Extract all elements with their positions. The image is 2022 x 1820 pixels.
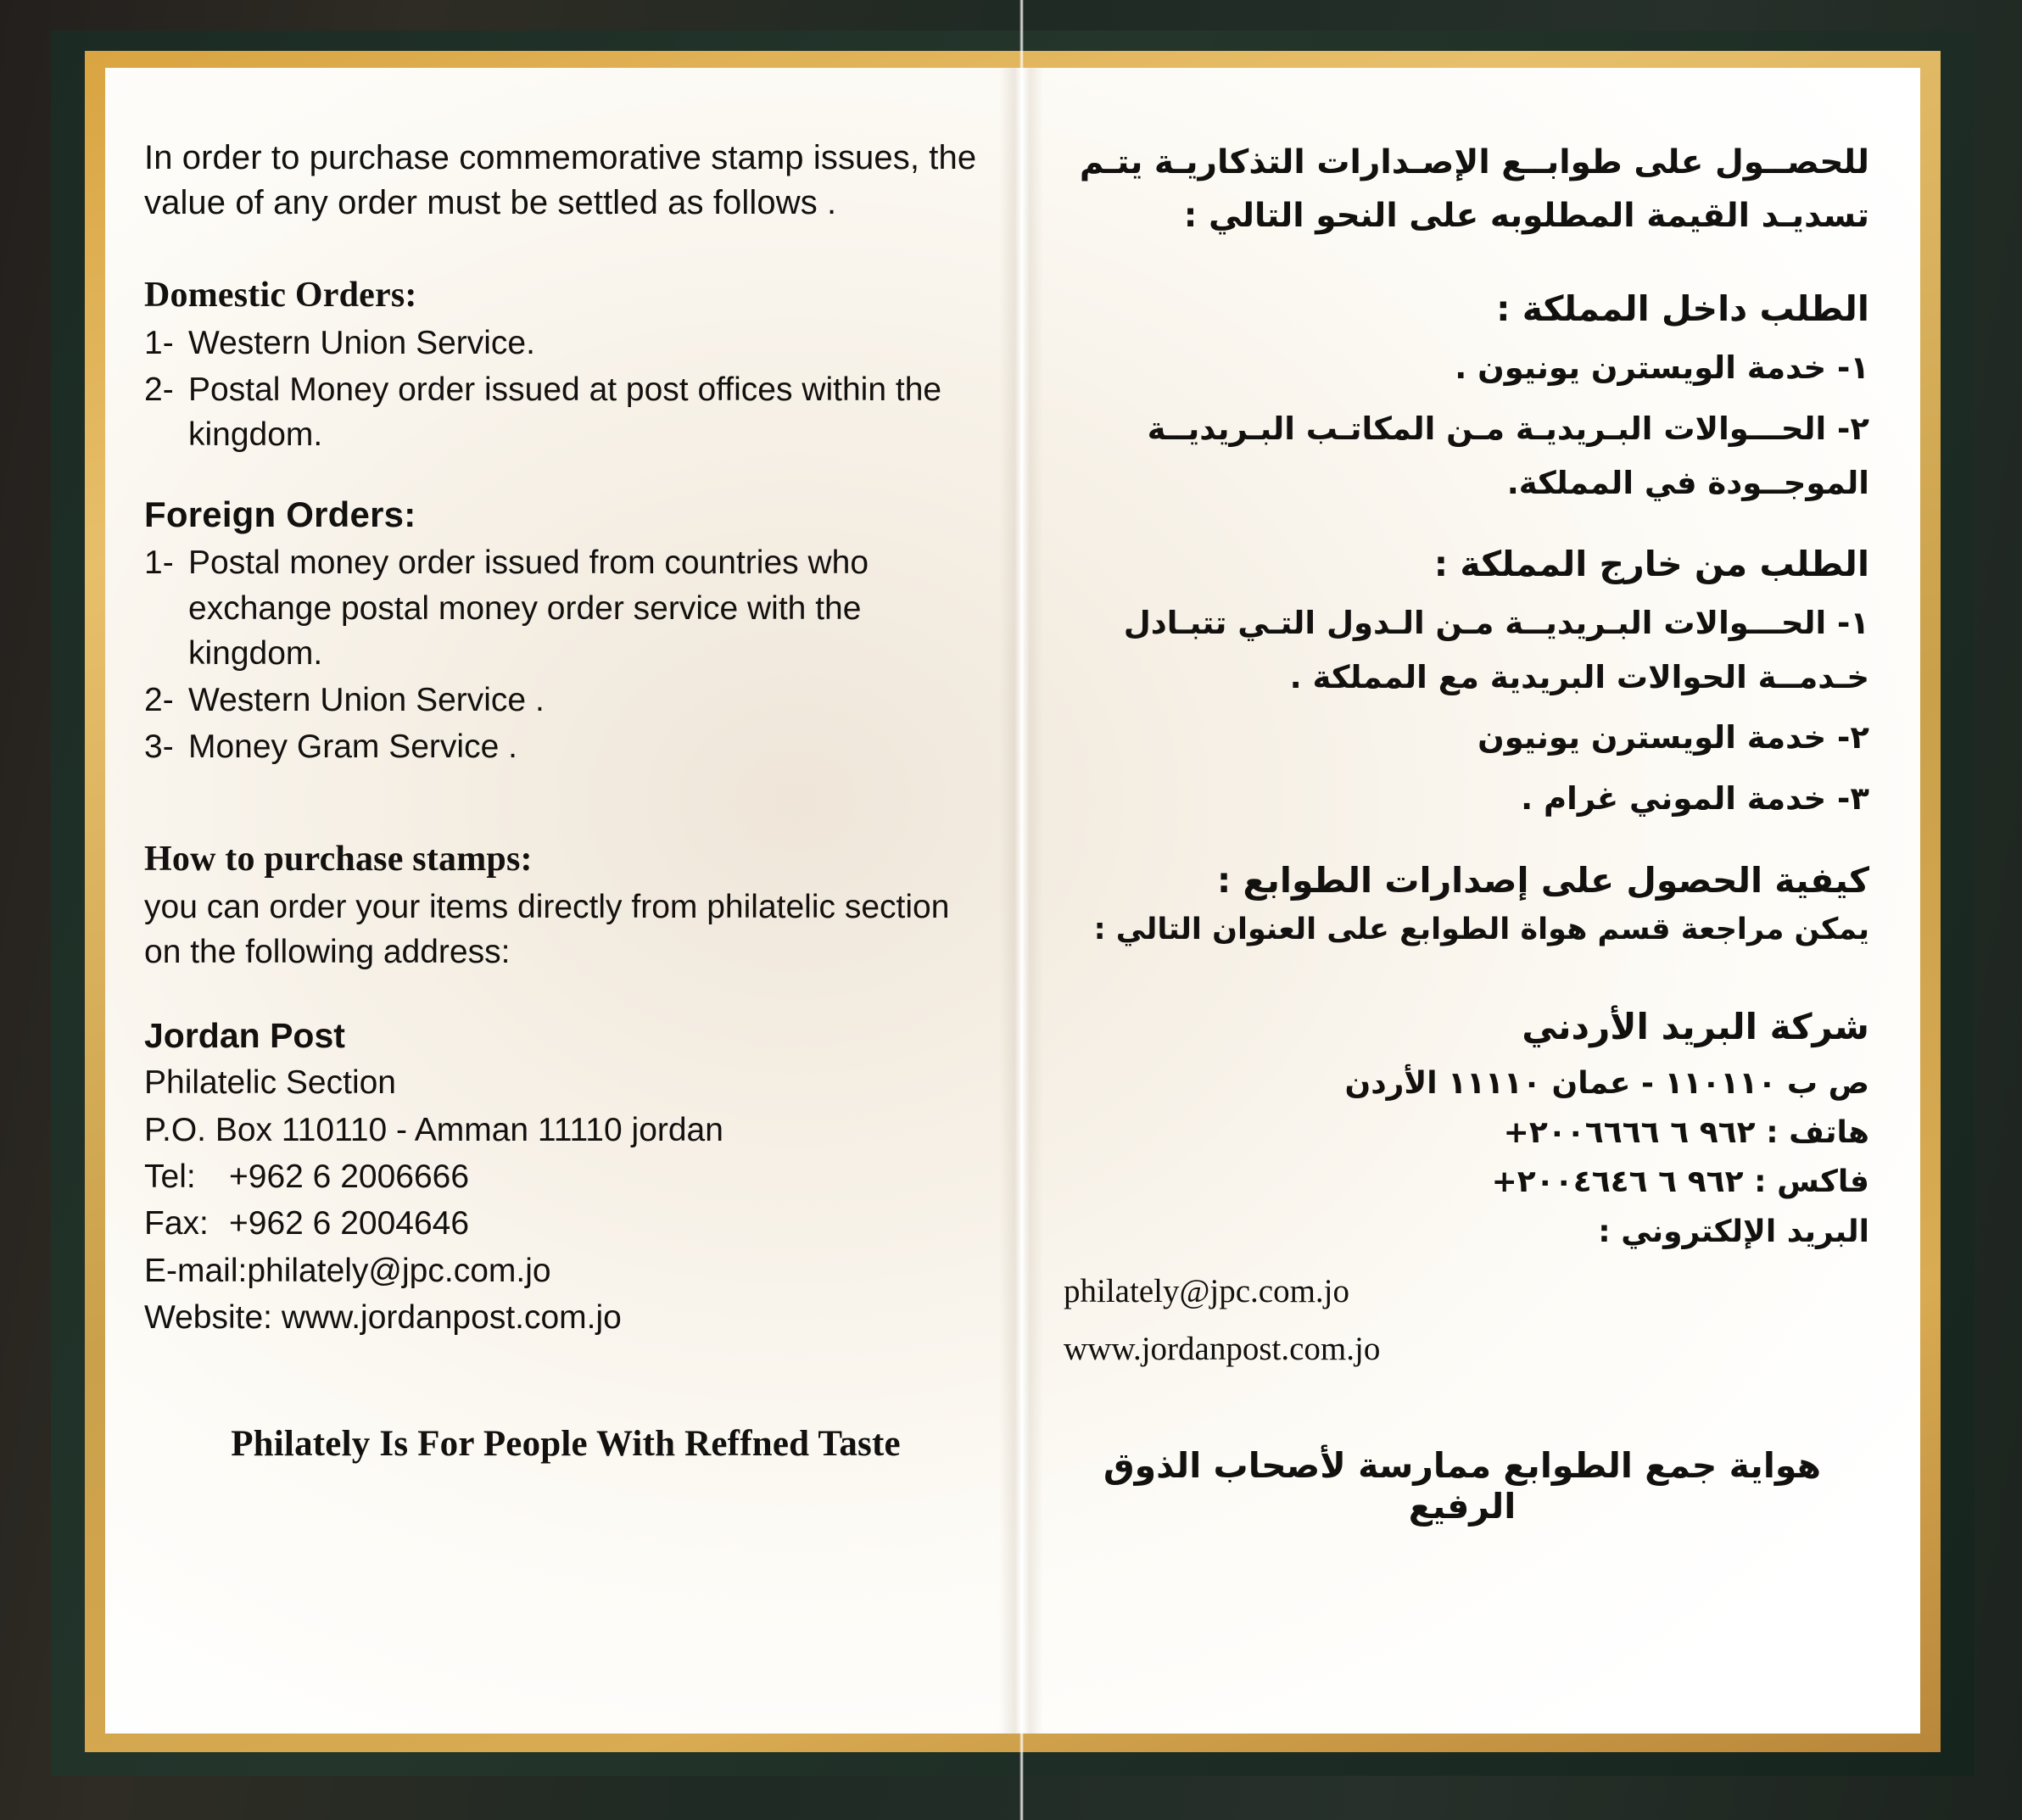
- list-item-text: Postal Money order issued at post offices within the kingdom.: [188, 371, 942, 454]
- list-item: [144, 724, 987, 769]
- arabic-how-to-purchase-heading: كيفية الحصول على إصدارات الطوابع :: [1216, 859, 1869, 901]
- arabic-intro-paragraph: للحصــول على طوابــع الإصـدارات التذكاريـة يتـم تسديـد القيمة المطلوبه على النحو التالي :: [1079, 143, 1869, 236]
- list-item-number: 1-: [144, 325, 174, 362]
- list-item-text: Postal money order issued from countries who exchange postal money order service with the kingdom.: [188, 544, 869, 672]
- fax-value: +962 6 2004646: [229, 1205, 470, 1242]
- list-item: [144, 540, 987, 675]
- list-item: ١- الحـــوالات البـريديــة مـن الـدول التـي تتبـادل خـدمــة الحوالات البريدية مع المملكة .: [1123, 605, 1869, 695]
- website-line: Website: www.jordanpost.com.jo: [144, 1299, 622, 1337]
- arabic-how-to-purchase-text: يمكن مراجعة قسم هواة الطوابع على العنوان التالي :: [1093, 912, 1869, 946]
- spacer: [144, 807, 987, 839]
- arabic-organization-name: شركة البريد الأردني: [1522, 1005, 1869, 1047]
- arabic-po-box-line: ص ب ١١٠١١٠ - عمان ١١١١٠ الأردن: [1344, 1065, 1869, 1101]
- arabic-fax-line: فاكس : ٩٦٢ ٦ ٢٠٠٤٦٤٦+: [1491, 1164, 1869, 1200]
- how-to-purchase-heading: How to purchase stamps:: [144, 839, 533, 879]
- english-column: [105, 68, 1021, 1733]
- arabic-slogan: هواية جمع الطوابع ممارسة لأصحاب الذوق الرفيع: [1103, 1444, 1822, 1527]
- list-item: ٢- خدمة الويسترن يونيون: [1477, 719, 1869, 756]
- list-item: [144, 321, 987, 366]
- department-name: Philatelic Section: [144, 1064, 396, 1102]
- arabic-telephone-line: هاتف : ٩٦٢ ٦ ٢٠٠٦٦٦٦+: [1503, 1115, 1869, 1151]
- organization-name: Jordan Post: [144, 1016, 345, 1056]
- arabic-foreign-orders-heading: الطلب من خارج المملكة :: [1433, 544, 1869, 585]
- list-item: ٢- الحـــوالات البـريديـة مـن المكاتـب البـريديــة الموجــودة في المملكة.: [1147, 410, 1869, 501]
- list-item: [144, 678, 987, 723]
- list-item-number: 1-: [144, 544, 174, 582]
- domestic-orders-list: [144, 321, 987, 457]
- list-item-text: Western Union Service.: [188, 325, 535, 362]
- fax-label: Fax:: [144, 1205, 209, 1242]
- arabic-email-label: البريد الإلكتروني :: [1598, 1214, 1869, 1249]
- telephone-line: [144, 1153, 987, 1200]
- list-item-number: 2-: [144, 681, 174, 718]
- arabic-email-value: philately@jpc.com.jo: [1064, 1272, 1350, 1309]
- list-item-number: 3-: [144, 728, 174, 765]
- arabic-column: [1021, 68, 1920, 1733]
- list-item: [144, 367, 987, 457]
- arabic-foreign-orders-list: [1055, 596, 1869, 826]
- telephone-label: Tel:: [144, 1158, 196, 1195]
- domestic-orders-heading: Domestic Orders:: [144, 276, 417, 315]
- arabic-website-value: www.jordanpost.com.jo: [1064, 1330, 1381, 1367]
- telephone-value: +962 6 2006666: [229, 1158, 470, 1195]
- fax-line: [144, 1200, 987, 1247]
- po-box-line: P.O. Box 110110 - Amman 11110 jordan: [144, 1111, 723, 1148]
- list-item-number: 2-: [144, 371, 174, 409]
- list-item-text: Western Union Service .: [188, 681, 545, 718]
- list-item: ١- خدمة الويسترن يونيون .: [1455, 349, 1869, 387]
- email-line: E-mail:philately@jpc.com.jo: [144, 1252, 551, 1289]
- foreign-orders-heading: Foreign Orders:: [144, 494, 416, 535]
- foreign-orders-list: [144, 540, 987, 768]
- arabic-domestic-orders-list: [1055, 341, 1869, 510]
- how-to-purchase-text: you can order your items directly from philatelic section on the following address:: [144, 888, 950, 971]
- english-slogan: Philately Is For People With Reffned Taste: [231, 1423, 901, 1464]
- english-intro-paragraph: In order to purchase commemorative stamp issues, the value of any order must be settled as follows .: [144, 139, 977, 222]
- arabic-domestic-orders-heading: الطلب داخل المملكة :: [1496, 288, 1869, 330]
- list-item-text: Money Gram Service .: [188, 728, 517, 765]
- brochure-content: [105, 68, 1920, 1733]
- list-item: ٣- خدمة الموني غرام .: [1521, 780, 1869, 818]
